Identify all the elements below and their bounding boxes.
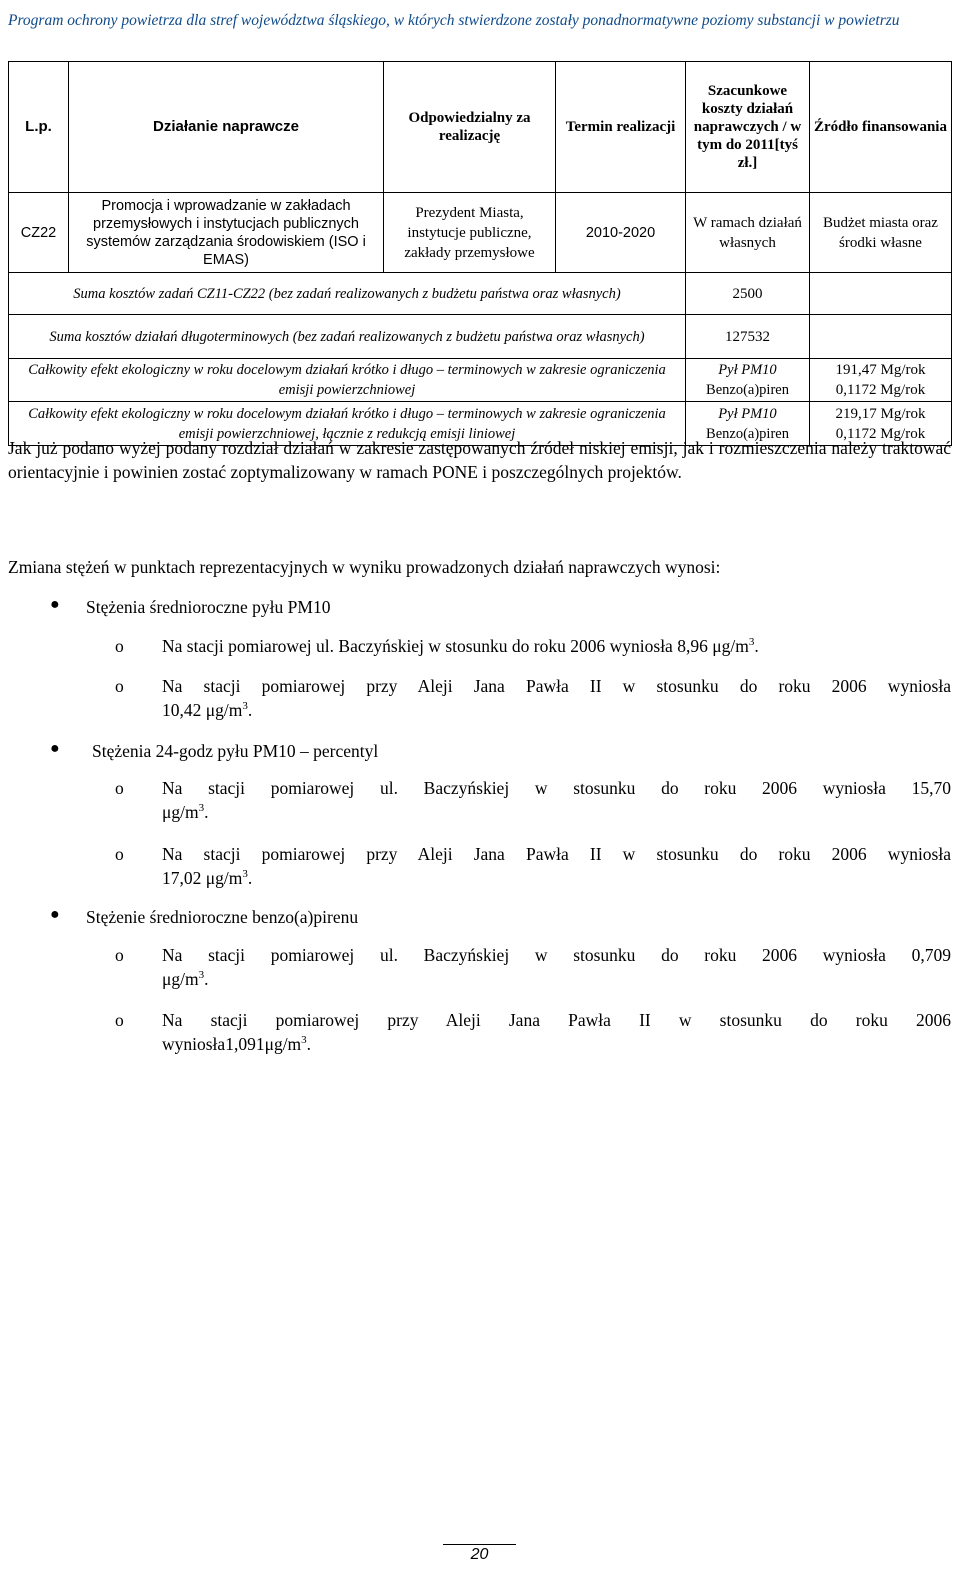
header-source: Źródło finansowania xyxy=(810,62,952,193)
table-row xyxy=(9,193,952,273)
header-costs: Szacunkowe koszty działań naprawczych / w tym do 2011[tyś zł.] xyxy=(686,62,810,193)
list-item: o Na stacji pomiarowej ul. Baczyńskiej w stosunku do roku 2006 wyniosła 15,70 $\mu g/m^3$. xyxy=(115,778,951,822)
summary-source xyxy=(810,273,952,315)
list-item: o Na stacji pomiarowej przy Aleji Jana Pawła II w stosunku do roku 2006 $wyniosła1,091\mu g/m^3$. xyxy=(115,1010,951,1054)
list-item-text: 17,02 μg/m xyxy=(162,868,243,888)
list-item: o Na stacji pomiarowej ul. Baczyńskiej w stosunku do roku 2006 wyniosła 0,709 $\mu g/m^3$. xyxy=(115,945,951,989)
list-item: o Na stacji pomiarowej przy Aleji Jana Pawła II w stosunku do roku 2006 wyniosła 10,42 $\mu g/m^3$. xyxy=(115,676,951,720)
header-lp: L.p. xyxy=(9,62,69,193)
cell-responsible: Prezydent Miasta, instytucje publiczne, zakłady przemysłowe xyxy=(384,193,556,273)
summary-row xyxy=(9,315,952,359)
list-item-text: μg/m xyxy=(162,802,199,822)
sub-bullet-icon: o xyxy=(115,636,124,656)
list-item-text: μg/m xyxy=(162,969,199,989)
sub-bullet-icon: o xyxy=(115,676,124,696)
cell-costs: W ramach działań własnych xyxy=(686,193,810,273)
summary-row xyxy=(9,359,952,402)
cell-source: Budżet miasta oraz środki własne xyxy=(810,193,952,273)
remedial-actions-table xyxy=(8,61,952,446)
cell-action: Promocja i wprowadzanie w zakładach przemysłowych i instytucjach publicznych systemów zarządzania środowiskiem (ISO i EMAS) xyxy=(69,193,384,273)
table-header-row xyxy=(9,62,952,193)
bullet-icon: ● xyxy=(50,740,60,757)
paragraph: Jak już podano wyżej podany rozdział działań w zakresie zastępowanych źródeł niskiej emisji, jak i rozmieszczenia należy traktować orientacyjnie i powinien zostać zoptymalizowany w ramach PONE i poszczególnych projektów. xyxy=(8,438,951,482)
sub-bullet-icon: o xyxy=(115,945,124,965)
summary-cost: 2500 xyxy=(686,273,810,315)
sub-bullet-icon: o xyxy=(115,844,124,864)
list-item-text: Na stacji pomiarowej ul. Baczyńskiej w stosunku do roku 2006 wyniosła 0,709 xyxy=(162,945,951,965)
list-item: o Na stacji pomiarowej przy Aleji Jana Pawła II w stosunku do roku 2006 wyniosła 17,02 $\mu g/m^3$. xyxy=(115,844,951,888)
bullet-title: Stężenia 24-godz pyłu PM10 – percentyl xyxy=(92,741,379,761)
list-item-text: 10,42 μg/m xyxy=(162,700,243,720)
summary-row xyxy=(9,273,952,315)
bullet-title: Stężenia średnioroczne pyłu PM10 xyxy=(86,597,331,617)
bullet-icon: ● xyxy=(50,596,60,613)
page-number: 20 xyxy=(470,1546,489,1563)
cell-deadline: 2010-2020 xyxy=(556,193,686,273)
bullet-title: Stężenie średnioroczne benzo(a)pirenu xyxy=(86,907,359,927)
footer-rule xyxy=(443,1544,516,1545)
header-action: Działanie naprawcze xyxy=(69,62,384,193)
summary-source xyxy=(810,315,952,359)
summary-cost: 127532 xyxy=(686,315,810,359)
list-item-text: wyniosła1,091μg/m xyxy=(162,1034,302,1054)
sub-bullet-icon: o xyxy=(115,778,124,798)
sub-bullet-icon: o xyxy=(115,1010,124,1030)
list-item-text: Na stacji pomiarowej przy Aleji Jana Pawła II w stosunku do roku 2006 wyniosła xyxy=(162,844,951,864)
paragraph: Zmiana stężeń w punktach reprezentacyjnych w wyniku prowadzonych działań naprawczych wynosi: xyxy=(8,557,721,577)
list-item-text: Na stacji pomiarowej ul. Baczyńskiej w stosunku do roku 2006 wyniosła 8,96 μg/m xyxy=(162,636,749,656)
list-item-text: Na stacji pomiarowej przy Aleji Jana Pawła II w stosunku do roku 2006 wyniosła xyxy=(162,676,951,696)
bullet-icon: ● xyxy=(50,906,60,923)
header-responsible: Odpowiedzialny za realizację xyxy=(384,62,556,193)
summary-effect-value: 191,47 Mg/rok 0,1172 Mg/rok xyxy=(810,359,952,402)
summary-label: Suma kosztów zadań CZ11-CZ22 (bez zadań realizowanych z budżetu państwa oraz własnych) xyxy=(9,273,686,315)
list-item-text: Na stacji pomiarowej ul. Baczyńskiej w stosunku do roku 2006 wyniosła 15,70 xyxy=(162,778,951,798)
running-header: Program ochrony powietrza dla stref województwa śląskiego, w których stwierdzone zostały ponadnormatywne poziomy substancji w powietrzu xyxy=(8,12,900,29)
list-item: o Na stacji pomiarowej ul. Baczyńskiej w stosunku do roku 2006 wyniosła 8,96 $\mu g/m^3$. xyxy=(115,636,759,656)
summary-label: Całkowity efekt ekologiczny w roku docelowym działań krótko i długo – terminowych w zakresie ograniczenia emisji powierzchniowej, łącznie z redukcją emisji liniowej xyxy=(9,402,686,446)
summary-effect: Pył PM10 Benzo(a)piren xyxy=(686,402,810,446)
summary-label: Całkowity efekt ekologiczny w roku docelowym działań krótko i długo – terminowych w zakresie ograniczenia emisji powierzchniowej xyxy=(9,359,686,402)
list-item-text: Na stacji pomiarowej przy Aleji Jana Pawła II w stosunku do roku 2006 xyxy=(162,1010,951,1030)
summary-label: Suma kosztów działań długoterminowych (bez zadań realizowanych z budżetu państwa oraz własnych) xyxy=(9,315,686,359)
header-deadline: Termin realizacji xyxy=(556,62,686,193)
summary-effect-value: 219,17 Mg/rok 0,1172 Mg/rok xyxy=(810,402,952,446)
summary-effect: Pył PM10 Benzo(a)piren xyxy=(686,359,810,402)
cell-lp: CZ22 xyxy=(9,193,69,273)
